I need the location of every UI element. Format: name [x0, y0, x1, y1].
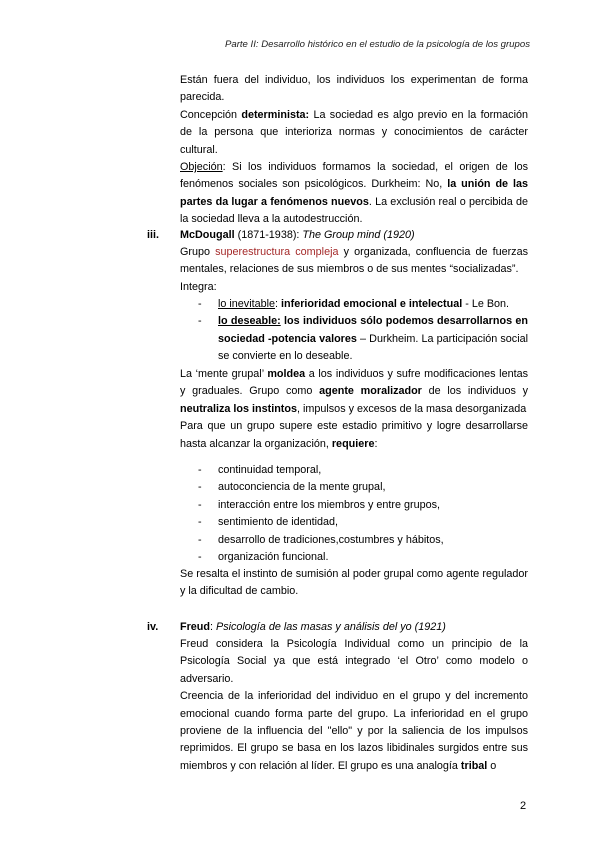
text-run: o [487, 759, 497, 772]
text-run: Creencia de la inferioridad del individuo en el grupo y del incremento emocional cuando forma parte del grupo. La inferioridad en el grupo proviene de la influencia del "ello" y por la saliencia de los impulsos reprimidos. El grupo se basa en los lazos libidinales surgidos entre sus miembros y con relación al líder. El grupo es una analogía [180, 690, 528, 772]
summary-text: Se resalta el instinto de sumisión al poder grupal como agente regulador y la dificultad de cambio. [180, 568, 528, 598]
list-item: - interacción entre los miembros y entre grupos, [198, 497, 528, 514]
text-run: Concepción [180, 108, 242, 121]
integra-label: Integra: [180, 280, 217, 293]
intro-paragraph-3 [180, 159, 528, 229]
list-item: - sentimiento de identidad, [198, 514, 528, 531]
text-run: de los individuos y [421, 385, 529, 398]
author-name: McDougall [180, 229, 235, 241]
text-run: La ‘mente grupal’ [180, 368, 268, 380]
section-title [180, 619, 446, 636]
years: (1871-1938): [234, 229, 303, 241]
text-run: . La exclusión real o percibida de la sociedad lleva a la autodestrucción. [180, 195, 529, 226]
list-item: - desarrollo de tradiciones,costumbres y hábitos, [198, 532, 528, 549]
list-item: - autoconciencia de la mente grupal, [198, 479, 528, 496]
bold-term: agente moralizador [319, 385, 422, 398]
list-item-text: desarrollo de tradiciones,costumbres y hábitos, [218, 533, 444, 546]
text-run: a los individuos y sufre modificaciones lentas y graduales. Grupo como [180, 368, 528, 398]
list-item: - organización funcional. [198, 549, 528, 566]
section-iii-body-a [180, 244, 528, 296]
page-number: 2 [520, 800, 527, 812]
text-run: y organizada, confluencia de fuerzas mentales, relaciones de sus miembros o de sus mentes “socializadas”. [180, 246, 528, 276]
requires-paragraph [180, 418, 528, 453]
text-run: Para que un grupo supere este estadio primitivo y logre desarrollarse hasta alcanzar la organización, [180, 420, 528, 450]
text-run: : [374, 437, 378, 450]
author-name: Freud [180, 621, 210, 633]
work-title: Psicología de las masas y análisis del yo (1921) [216, 621, 446, 633]
list-item: - lo inevitable: inferioridad emocional e intelectual - Le Bon. [198, 298, 510, 310]
list-item: - continuidad temporal, [198, 462, 528, 479]
text-run: Grupo [180, 246, 216, 258]
bold-term: la unión de las partes da lugar a fenómenos nuevos [180, 178, 528, 208]
text-run: , impulsos y excesos de la masa desorganizada [296, 402, 527, 415]
highlighted-term: superestructura compleja [215, 246, 339, 258]
list-item-text: autoconciencia de la mente grupal, [218, 481, 386, 494]
list-item-text: sentimiento de identidad, [218, 516, 339, 529]
integra-list [198, 296, 528, 366]
section-iii-body-b [180, 366, 528, 453]
text-run: La sociedad es algo previo en la formación de la persona que interioriza normas y conocimientos de carácter cultural. [180, 108, 528, 156]
section-number: iii. [147, 229, 159, 241]
group-paragraph [180, 244, 528, 279]
list-item-text: continuidad temporal, [218, 464, 322, 476]
summary-paragraph [180, 566, 528, 601]
list-item-text: organización funcional. [218, 551, 329, 564]
text-run: : [210, 621, 216, 633]
bold-term: inferioridad emocional e intelectual [281, 298, 463, 310]
requirements-list [198, 462, 528, 566]
text-run: : [275, 298, 282, 310]
bold-term: determinista: [241, 108, 310, 121]
text-run: – Durkheim. La participación social se convierte en lo deseable. [218, 332, 529, 363]
bold-term: moldea [267, 368, 306, 380]
section-number: iv. [147, 621, 159, 633]
bold-term: los individuos sólo podemos desarrollarnos en sociedad -potencia valores [218, 315, 528, 345]
intro-block [180, 72, 528, 229]
underlined-term: Objeción [180, 161, 223, 174]
list-item-text: interacción entre los miembros y entre grupos, [218, 498, 441, 511]
bold-term: requiere [331, 437, 375, 450]
bold-term: neutraliza los instintos [180, 402, 297, 415]
intro-paragraph-2 [180, 107, 528, 159]
section-title [180, 227, 415, 244]
work-title: The Group mind (1920) [302, 229, 415, 241]
bold-term: tribal [460, 759, 488, 772]
intro-paragraph-1: Están fuera del individuo, los individuos los experimentan de forma parecida. [180, 74, 528, 104]
underlined-term: lo inevitable [218, 298, 276, 310]
running-header: Parte II: Desarrollo histórico en el estudio de la psicología de los grupos [224, 39, 530, 50]
text-run: : Si los individuos formamos la sociedad, el origen de los fenómenos sociales son psicológicos. Durkheim: No, [180, 161, 528, 191]
freud-paragraph-1: Freud considera la Psicología Individual como un principio de la Psicología Social ya que está integrado ‘el Otro’ como modelo o adversario. [180, 638, 528, 685]
text-run: - Le Bon. [462, 298, 510, 310]
underlined-term: lo deseable: [218, 315, 281, 328]
section-iv-body [180, 636, 528, 775]
mind-paragraph [180, 366, 528, 418]
freud-paragraph-2 [180, 688, 528, 775]
list-item: - lo deseable: los individuos sólo podemos desarrollarnos en sociedad -potencia valores – Durkheim. La participación social se convierte en lo deseable. [198, 315, 529, 363]
